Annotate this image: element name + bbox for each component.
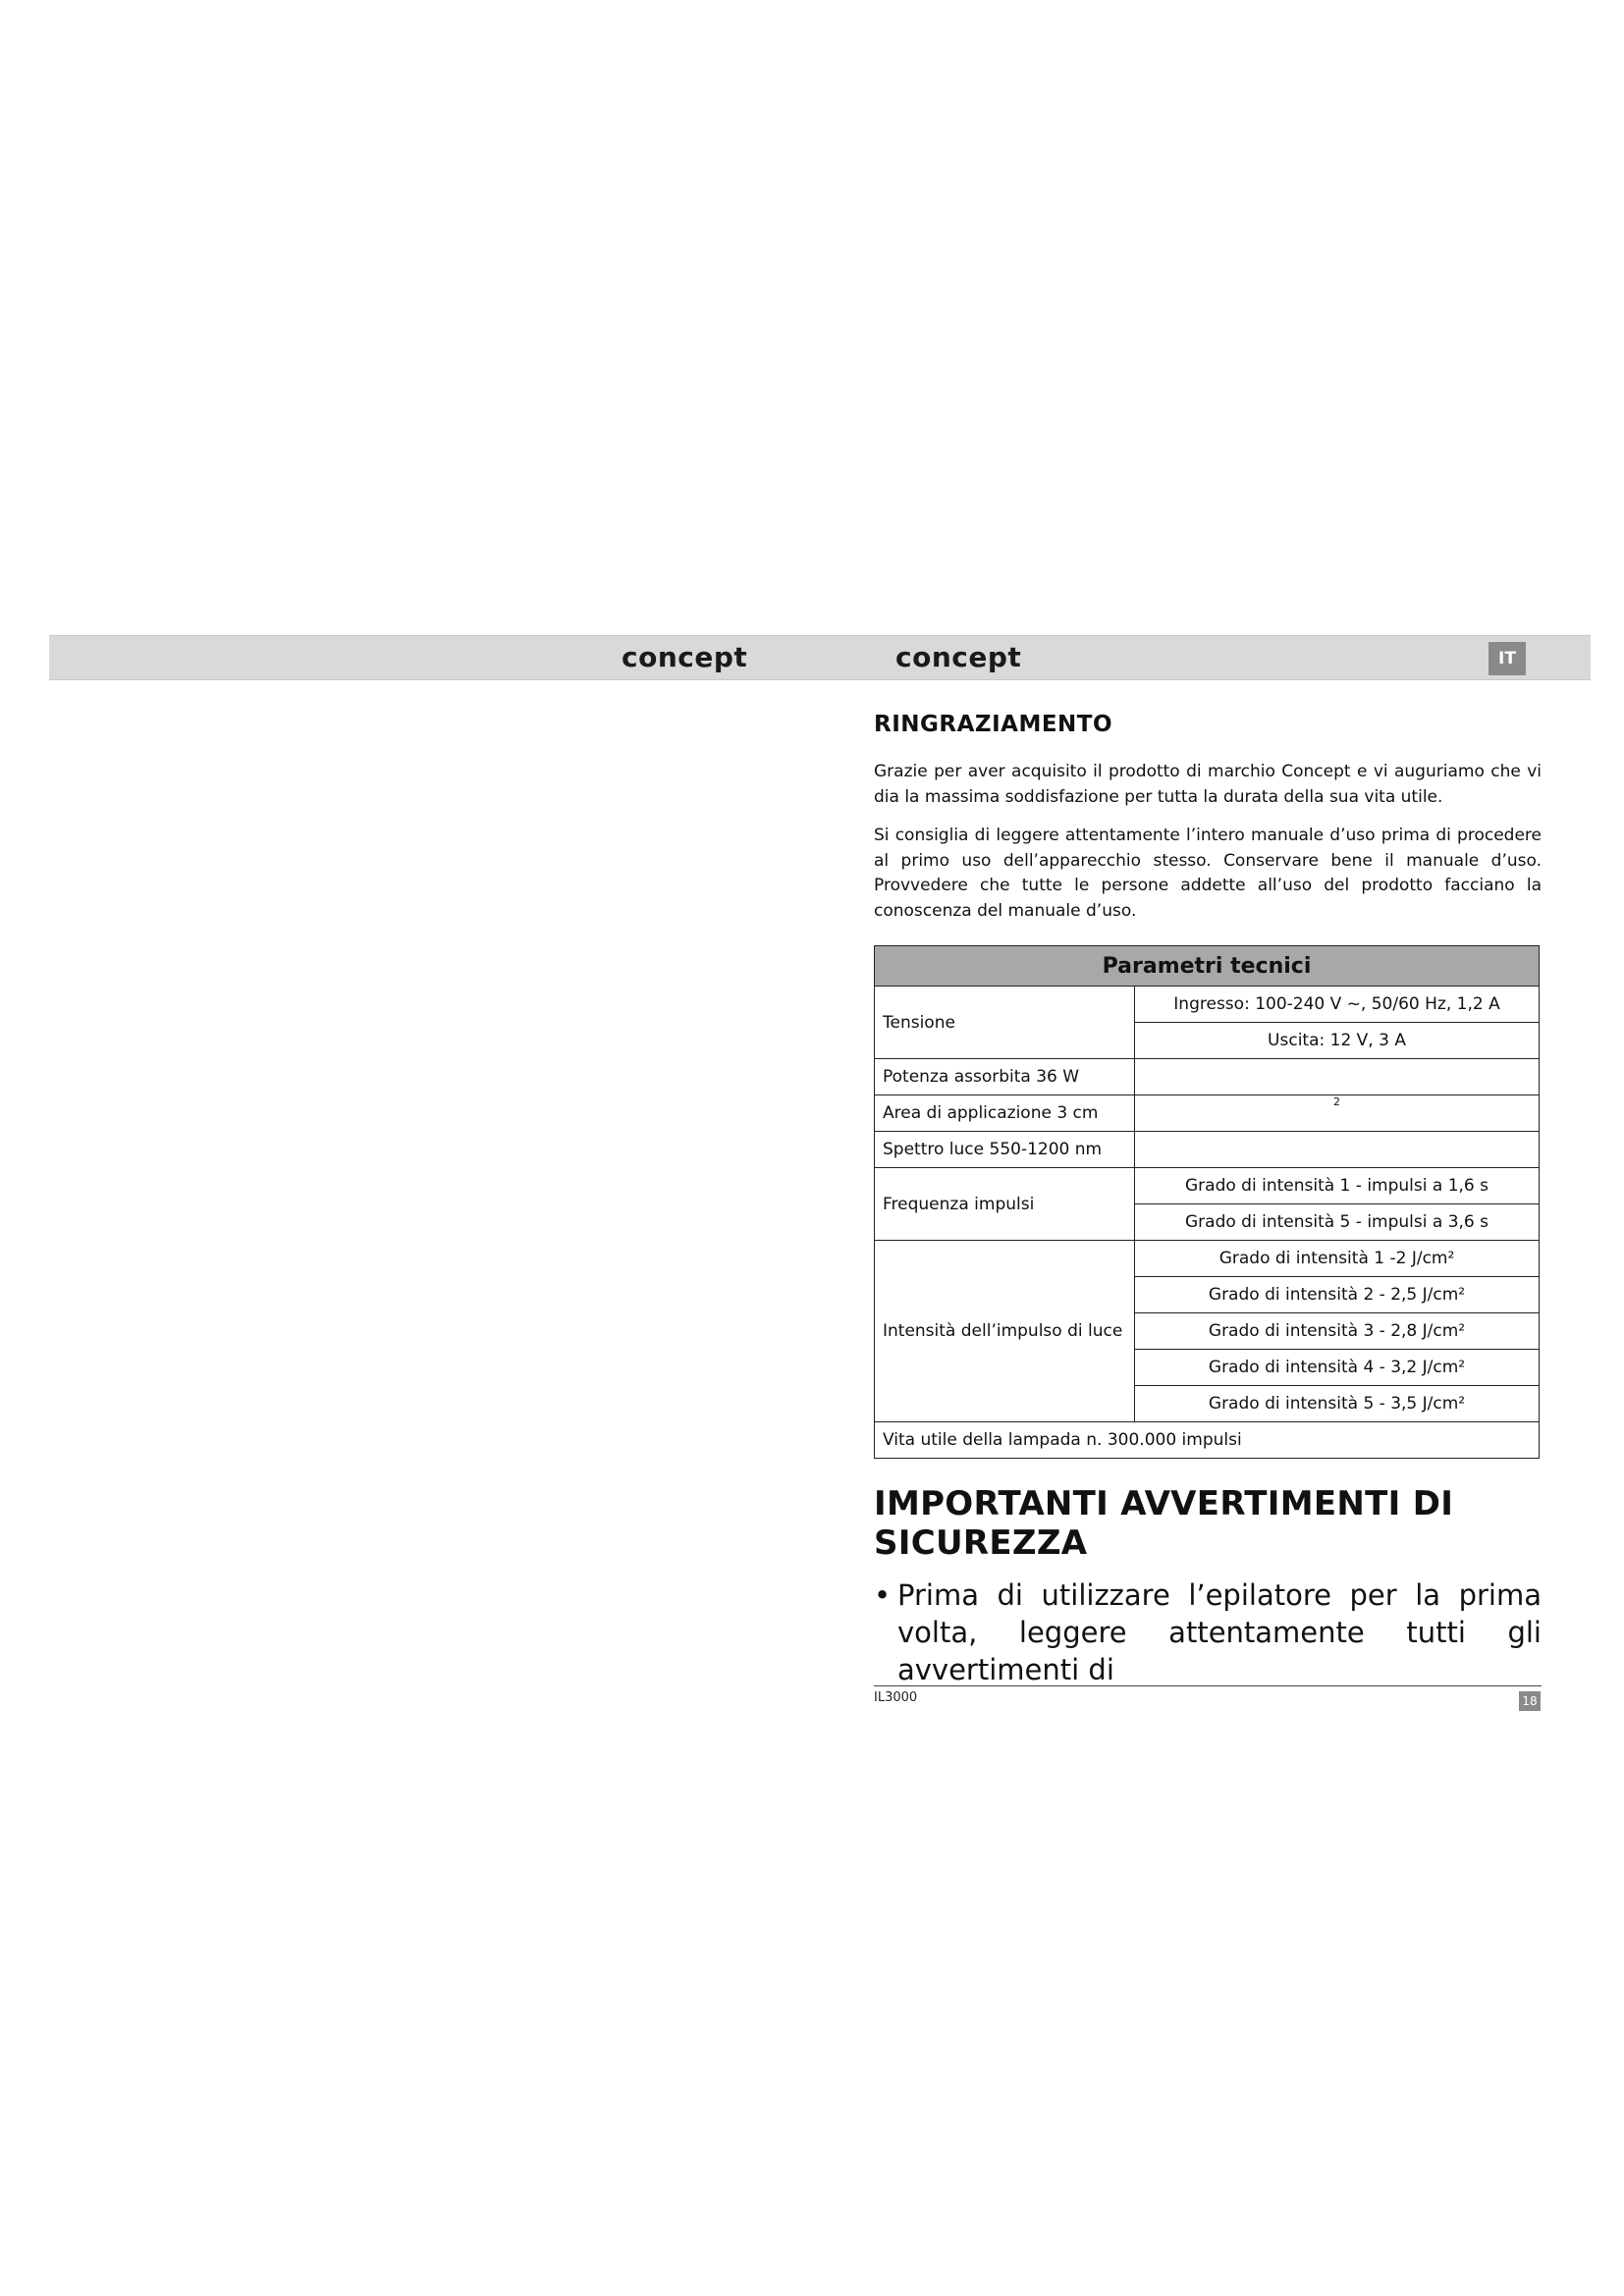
intensita-value-3: Grado di intensità 3 - 2,8 J/cm² xyxy=(1135,1313,1540,1350)
page-content xyxy=(874,699,1542,1688)
intensita-label: Intensità dell’impulso di luce xyxy=(875,1241,1135,1422)
brand-logo-left: concept xyxy=(622,641,748,673)
table-row xyxy=(875,1132,1540,1168)
safety-bullet-text: Prima di utilizzare l’epilatore per la prima volta, leggere attentamente tutti gli avvertimenti di xyxy=(897,1578,1542,1686)
intensita-value-1: Grado di intensità 1 -2 J/cm² xyxy=(1135,1241,1540,1277)
intensita-value-2: Grado di intensità 2 - 2,5 J/cm² xyxy=(1135,1277,1540,1313)
potenza-label: Potenza assorbita 36 W xyxy=(875,1059,1135,1095)
table-row xyxy=(875,987,1540,1023)
bullet-icon: • xyxy=(874,1578,892,1612)
section-title-safety: IMPORTANTI AVVERTIMENTI DI SICUREZZA xyxy=(874,1484,1454,1563)
tensione-input-value: Ingresso: 100-240 V ~, 50/60 Hz, 1,2 A xyxy=(1135,987,1540,1023)
table-row xyxy=(875,1241,1540,1277)
tensione-label: Tensione xyxy=(875,987,1135,1059)
table-header-row xyxy=(875,946,1540,987)
footer-model: IL3000 xyxy=(874,1690,918,1705)
frequenza-value-1: Grado di intensità 1 - impulsi a 1,6 s xyxy=(1135,1168,1540,1204)
vita-label: Vita utile della lampada n. 300.000 impulsi xyxy=(875,1422,1540,1459)
language-badge: IT xyxy=(1489,642,1526,675)
intensita-value-5: Grado di intensità 5 - 3,5 J/cm² xyxy=(1135,1386,1540,1422)
brand-logo-right: concept xyxy=(895,641,1022,673)
potenza-value xyxy=(1135,1059,1540,1095)
intensita-value-4: Grado di intensità 4 - 3,2 J/cm² xyxy=(1135,1350,1540,1386)
page-number: 18 xyxy=(1519,1691,1541,1711)
table-row xyxy=(875,1168,1540,1204)
header-band xyxy=(49,635,1591,680)
footer-divider xyxy=(874,1685,1542,1686)
spettro-value xyxy=(1135,1132,1540,1168)
section-title-thanks: RINGRAZIAMENTO xyxy=(874,712,1113,737)
area-label: Area di applicazione 3 cm xyxy=(875,1095,1135,1132)
spettro-label: Spettro luce 550-1200 nm xyxy=(875,1132,1135,1168)
list-item xyxy=(874,1576,1542,1688)
table-row xyxy=(875,1059,1540,1095)
table-title: Parametri tecnici xyxy=(875,946,1540,987)
safety-list xyxy=(874,1576,1542,1688)
area-value xyxy=(1135,1095,1540,1132)
frequenza-value-2: Grado di intensità 5 - impulsi a 3,6 s xyxy=(1135,1204,1540,1241)
area-superscript: 2 xyxy=(1333,1095,1340,1108)
thanks-paragraph-2: Si consiglia di leggere attentamente l’intero manuale d’uso prima di procedere al primo uso dell’apparecchio stesso. Conservare bene il manuale d’uso. Provvedere che tutte le persone addette all’uso del prodotto facciano la conoscenza del manuale d’uso. xyxy=(874,826,1542,921)
table-row xyxy=(875,1422,1540,1459)
thanks-paragraph-1: Grazie per aver acquisito il prodotto di marchio Concept e vi auguriamo che vi dia la massima soddisfazione per tutta la durata della sua vita utile. xyxy=(874,762,1542,807)
tensione-output-value: Uscita: 12 V, 3 A xyxy=(1135,1023,1540,1059)
table-row xyxy=(875,1095,1540,1132)
technical-parameters-table xyxy=(874,945,1540,1459)
frequenza-label: Frequenza impulsi xyxy=(875,1168,1135,1241)
